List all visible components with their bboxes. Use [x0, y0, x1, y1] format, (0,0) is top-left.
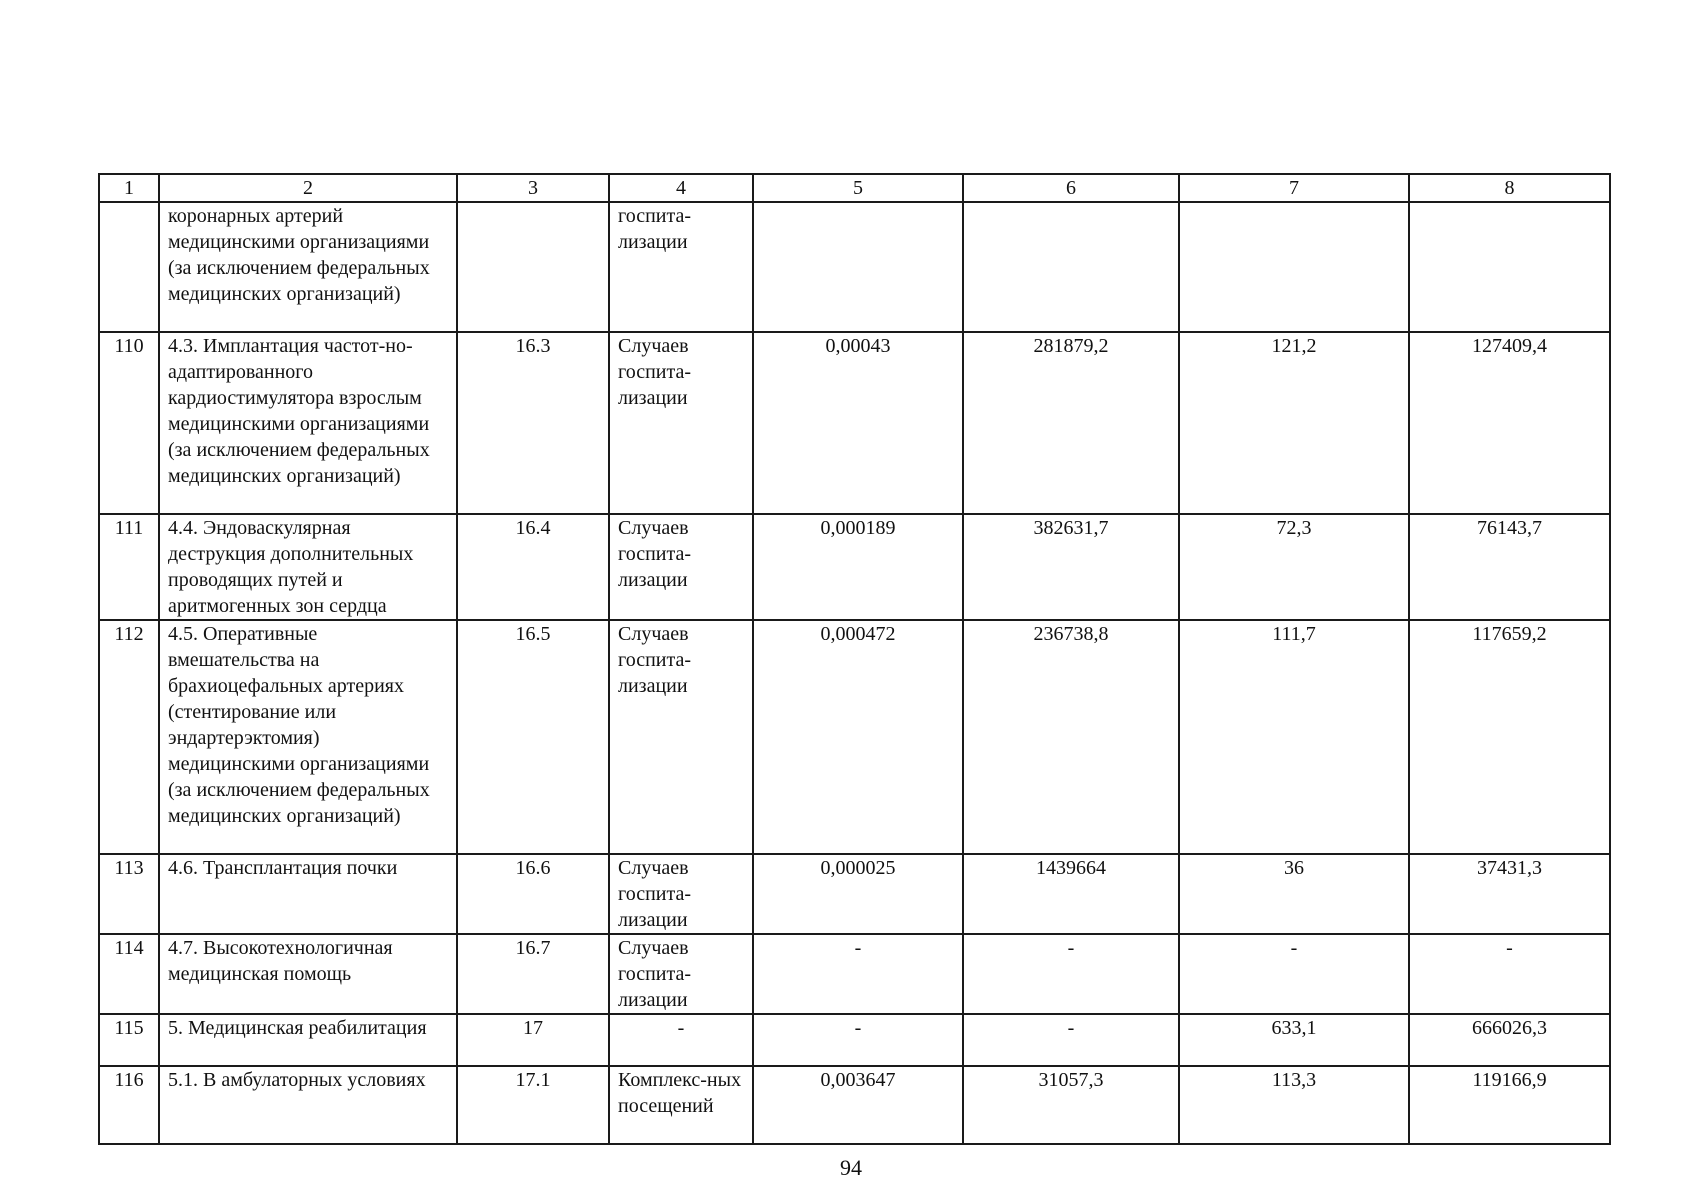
cost-cell: -: [963, 1014, 1179, 1066]
rate-cell: 0,000189: [753, 514, 963, 620]
column-header: 6: [963, 174, 1179, 202]
row-number-cell: 112: [99, 620, 159, 854]
page-number: 94: [840, 1155, 862, 1180]
indicator-name-cell: коронарных артерий медицинскими организациями (за исключением федеральных медицинских организаций): [159, 202, 457, 332]
per-capita-cell: [1179, 202, 1409, 332]
per-capita-cell: 72,3: [1179, 514, 1409, 620]
rate-cell: 0,00043: [753, 332, 963, 514]
per-capita-cell: 113,3: [1179, 1066, 1409, 1144]
per-capita-cell: 111,7: [1179, 620, 1409, 854]
line-number-cell: 17.1: [457, 1066, 609, 1144]
line-number-cell: 16.5: [457, 620, 609, 854]
unit-cell: Случаев госпита-лизации: [609, 332, 753, 514]
total-cell: 117659,2: [1409, 620, 1610, 854]
line-number-cell: 17: [457, 1014, 609, 1066]
cost-cell: 236738,8: [963, 620, 1179, 854]
column-header: 4: [609, 174, 753, 202]
table-row: [99, 514, 1610, 620]
line-number-cell: 16.7: [457, 934, 609, 1014]
column-header: 5: [753, 174, 963, 202]
table-header-row: [99, 174, 1610, 202]
cost-cell: 382631,7: [963, 514, 1179, 620]
unit-cell: Случаев госпита-лизации: [609, 934, 753, 1014]
per-capita-cell: 36: [1179, 854, 1409, 934]
unit-cell: Случаев госпита-лизации: [609, 514, 753, 620]
column-header: 8: [1409, 174, 1610, 202]
column-header: 3: [457, 174, 609, 202]
per-capita-cell: -: [1179, 934, 1409, 1014]
column-header: 7: [1179, 174, 1409, 202]
table-row: [99, 620, 1610, 854]
indicator-name-cell: 4.3. Имплантация частот-но-адаптированного кардиостимулятора взрослым медицинскими организациями (за исключением федеральных медицинских организаций): [159, 332, 457, 514]
total-cell: 119166,9: [1409, 1066, 1610, 1144]
unit-cell: Случаев госпита-лизации: [609, 854, 753, 934]
rate-cell: 0,000025: [753, 854, 963, 934]
line-number-cell: 16.6: [457, 854, 609, 934]
cost-cell: 1439664: [963, 854, 1179, 934]
column-header: 1: [99, 174, 159, 202]
indicator-name-cell: 4.5. Оперативные вмешательства на брахиоцефальных артериях (стентирование или эндартерэктомия) медицинскими организациями (за исключением федеральных медицинских организаций): [159, 620, 457, 854]
row-number-cell: 115: [99, 1014, 159, 1066]
per-capita-cell: 633,1: [1179, 1014, 1409, 1066]
unit-cell: Случаев госпита-лизации: [609, 620, 753, 854]
indicator-name-cell: 4.7. Высокотехнологичная медицинская помощь: [159, 934, 457, 1014]
row-number-cell: 111: [99, 514, 159, 620]
line-number-cell: 16.4: [457, 514, 609, 620]
rate-cell: 0,003647: [753, 1066, 963, 1144]
unit-cell: -: [609, 1014, 753, 1066]
cost-cell: [963, 202, 1179, 332]
total-cell: 666026,3: [1409, 1014, 1610, 1066]
row-number-cell: 113: [99, 854, 159, 934]
unit-cell: госпита-лизации: [609, 202, 753, 332]
total-cell: 127409,4: [1409, 332, 1610, 514]
total-cell: -: [1409, 934, 1610, 1014]
table-row: [99, 854, 1610, 934]
indicator-name-cell: 5. Медицинская реабилитация: [159, 1014, 457, 1066]
rate-cell: [753, 202, 963, 332]
row-number-cell: 116: [99, 1066, 159, 1144]
total-cell: [1409, 202, 1610, 332]
rate-cell: -: [753, 1014, 963, 1066]
indicator-name-cell: 4.6. Трансплантация почки: [159, 854, 457, 934]
indicator-name-cell: 4.4. Эндоваскулярная деструкция дополнительных проводящих путей и аритмогенных зон сердца: [159, 514, 457, 620]
cost-cell: 31057,3: [963, 1066, 1179, 1144]
row-number-cell: 110: [99, 332, 159, 514]
unit-cell: Комплекс-ных посещений: [609, 1066, 753, 1144]
table-row: [99, 332, 1610, 514]
row-number-cell: 114: [99, 934, 159, 1014]
table-row: [99, 934, 1610, 1014]
row-number-cell: [99, 202, 159, 332]
cost-cell: 281879,2: [963, 332, 1179, 514]
table-row: [99, 1014, 1610, 1066]
line-number-cell: [457, 202, 609, 332]
column-header: 2: [159, 174, 457, 202]
total-cell: 76143,7: [1409, 514, 1610, 620]
table-row: [99, 202, 1610, 332]
per-capita-cell: 121,2: [1179, 332, 1409, 514]
line-number-cell: 16.3: [457, 332, 609, 514]
indicator-name-cell: 5.1. В амбулаторных условиях: [159, 1066, 457, 1144]
total-cell: 37431,3: [1409, 854, 1610, 934]
rate-cell: 0,000472: [753, 620, 963, 854]
table-row: [99, 1066, 1610, 1144]
rate-cell: -: [753, 934, 963, 1014]
data-table: [98, 173, 1611, 1145]
cost-cell: -: [963, 934, 1179, 1014]
